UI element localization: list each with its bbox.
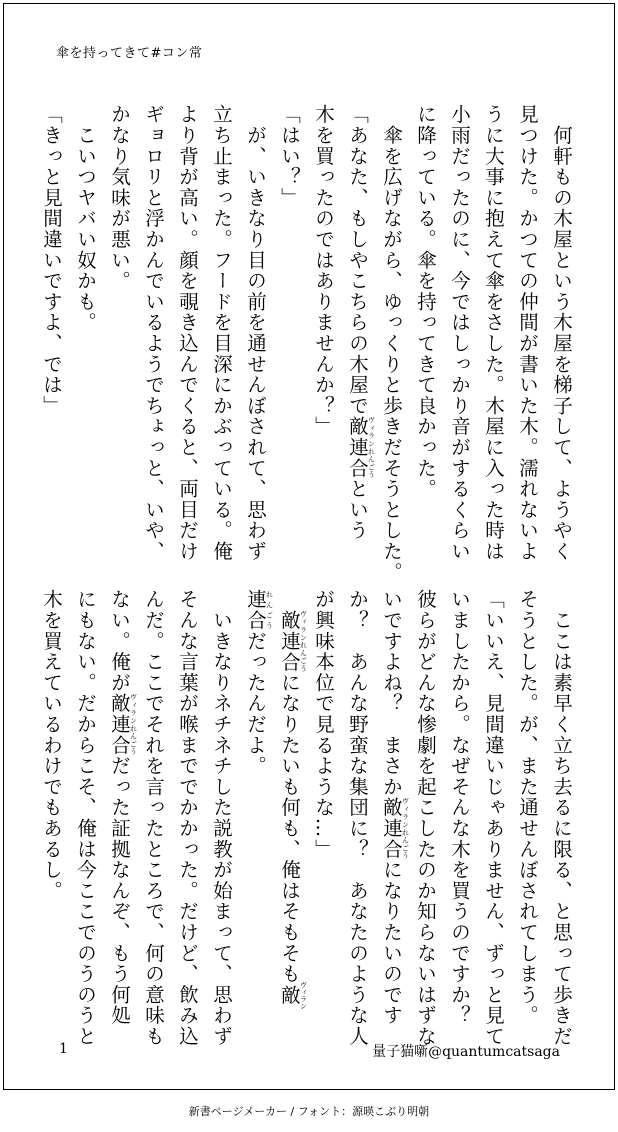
text-segment: だったんだよ。 いきなりネチネチした説教が始まって、思わず そんな言葉が喉まででかかった。だけど、飲み込 んだ。ここでそれを言ったところで、何の意味も ない。俺が bbox=[108, 589, 267, 1047]
ruby-annotation bbox=[380, 797, 410, 860]
ruby-reading: ヴィランれんごう bbox=[129, 693, 138, 756]
ruby-base: 敵 bbox=[278, 981, 301, 1010]
ruby-annotation bbox=[278, 609, 308, 673]
text-segment: になりたいも何も、俺はそもそも bbox=[278, 672, 301, 985]
author-handle: 量子猫噺@quantumcatsaga bbox=[372, 1044, 560, 1060]
page-title: 傘を持ってきて#コン常 bbox=[56, 46, 203, 61]
text-segment: ここは素早く立ち去るに限る、と思って歩きだ そうとした。が、また通せんぼされてしまう。 「いいえ、見間違いじゃありません、ずっと見て いましたから。なぜそんな木を買うのですか？ 彼らがどんな惨劇を起こしたのか知らないはずな いですよね？ まさか bbox=[380, 589, 573, 1047]
ruby-annotation bbox=[278, 981, 308, 1010]
page-frame bbox=[3, 3, 615, 1090]
ruby-reading: ヴィランれんごう bbox=[367, 416, 376, 479]
page-number: 1 bbox=[59, 1041, 68, 1057]
ruby-annotation bbox=[244, 589, 274, 631]
ruby-base: 敵連合 bbox=[278, 609, 301, 673]
ruby-reading: ヴィランれんごう bbox=[401, 797, 410, 860]
ruby-base: 敵連合 bbox=[380, 797, 403, 860]
text-segment: という 木を買ったのではありませんか？」 「はい？」 が、いきなり目の前を通せんぼされて、思わず 立ち止まった。フードを目深にかぶっている。俺 より背が高い。顔を覗き込んでくると、両目だけ ギョロリと浮かんでいるようでちょっと、いや、 かなり気味が悪い。 こいつヤバい奴かも。 「きっと見間違いですよ、では」 bbox=[40, 104, 369, 562]
ruby-annotation bbox=[346, 416, 376, 479]
story-text-top bbox=[34, 104, 578, 583]
text-segment: になりたいのです か？ あんな野蛮な集団に？ あなたのような人 が興味本位で見るような…」 bbox=[312, 589, 403, 1047]
story-text-bottom bbox=[34, 589, 578, 1047]
ruby-reading: ヴィラン bbox=[299, 981, 308, 1010]
generator-credit: 新書ページメーカー / フォント：源暎こぶり明朝 bbox=[188, 1105, 430, 1118]
ruby-reading: れんごう bbox=[265, 589, 274, 631]
ruby-reading: ヴィランれんごう bbox=[299, 609, 308, 673]
ruby-base: 連合 bbox=[244, 589, 267, 631]
text-segment: 何軒もの木屋という木屋を梯子して、ようやく 見つけた。かつての仲間が書いた木。濡れないよ うに大事に抱えて傘をさした。木屋に入った時は 小雨だったのに、今ではしっかり音がするくらい に降っている。傘を持ってきて良かった。 傘を広げながら、ゆっくりと歩きだそうとした。 「あなた、もしやこちらの木屋で bbox=[346, 104, 573, 583]
ruby-annotation bbox=[108, 693, 138, 756]
ruby-base: 敵連合 bbox=[108, 693, 131, 756]
text-segment: だった証拠なんぞ、もう何処 にもない。だからこそ、俺は今ここでのうのうと 木を買えているわけでもあるし。 bbox=[40, 589, 131, 1047]
ruby-base: 敵連合 bbox=[346, 416, 369, 479]
